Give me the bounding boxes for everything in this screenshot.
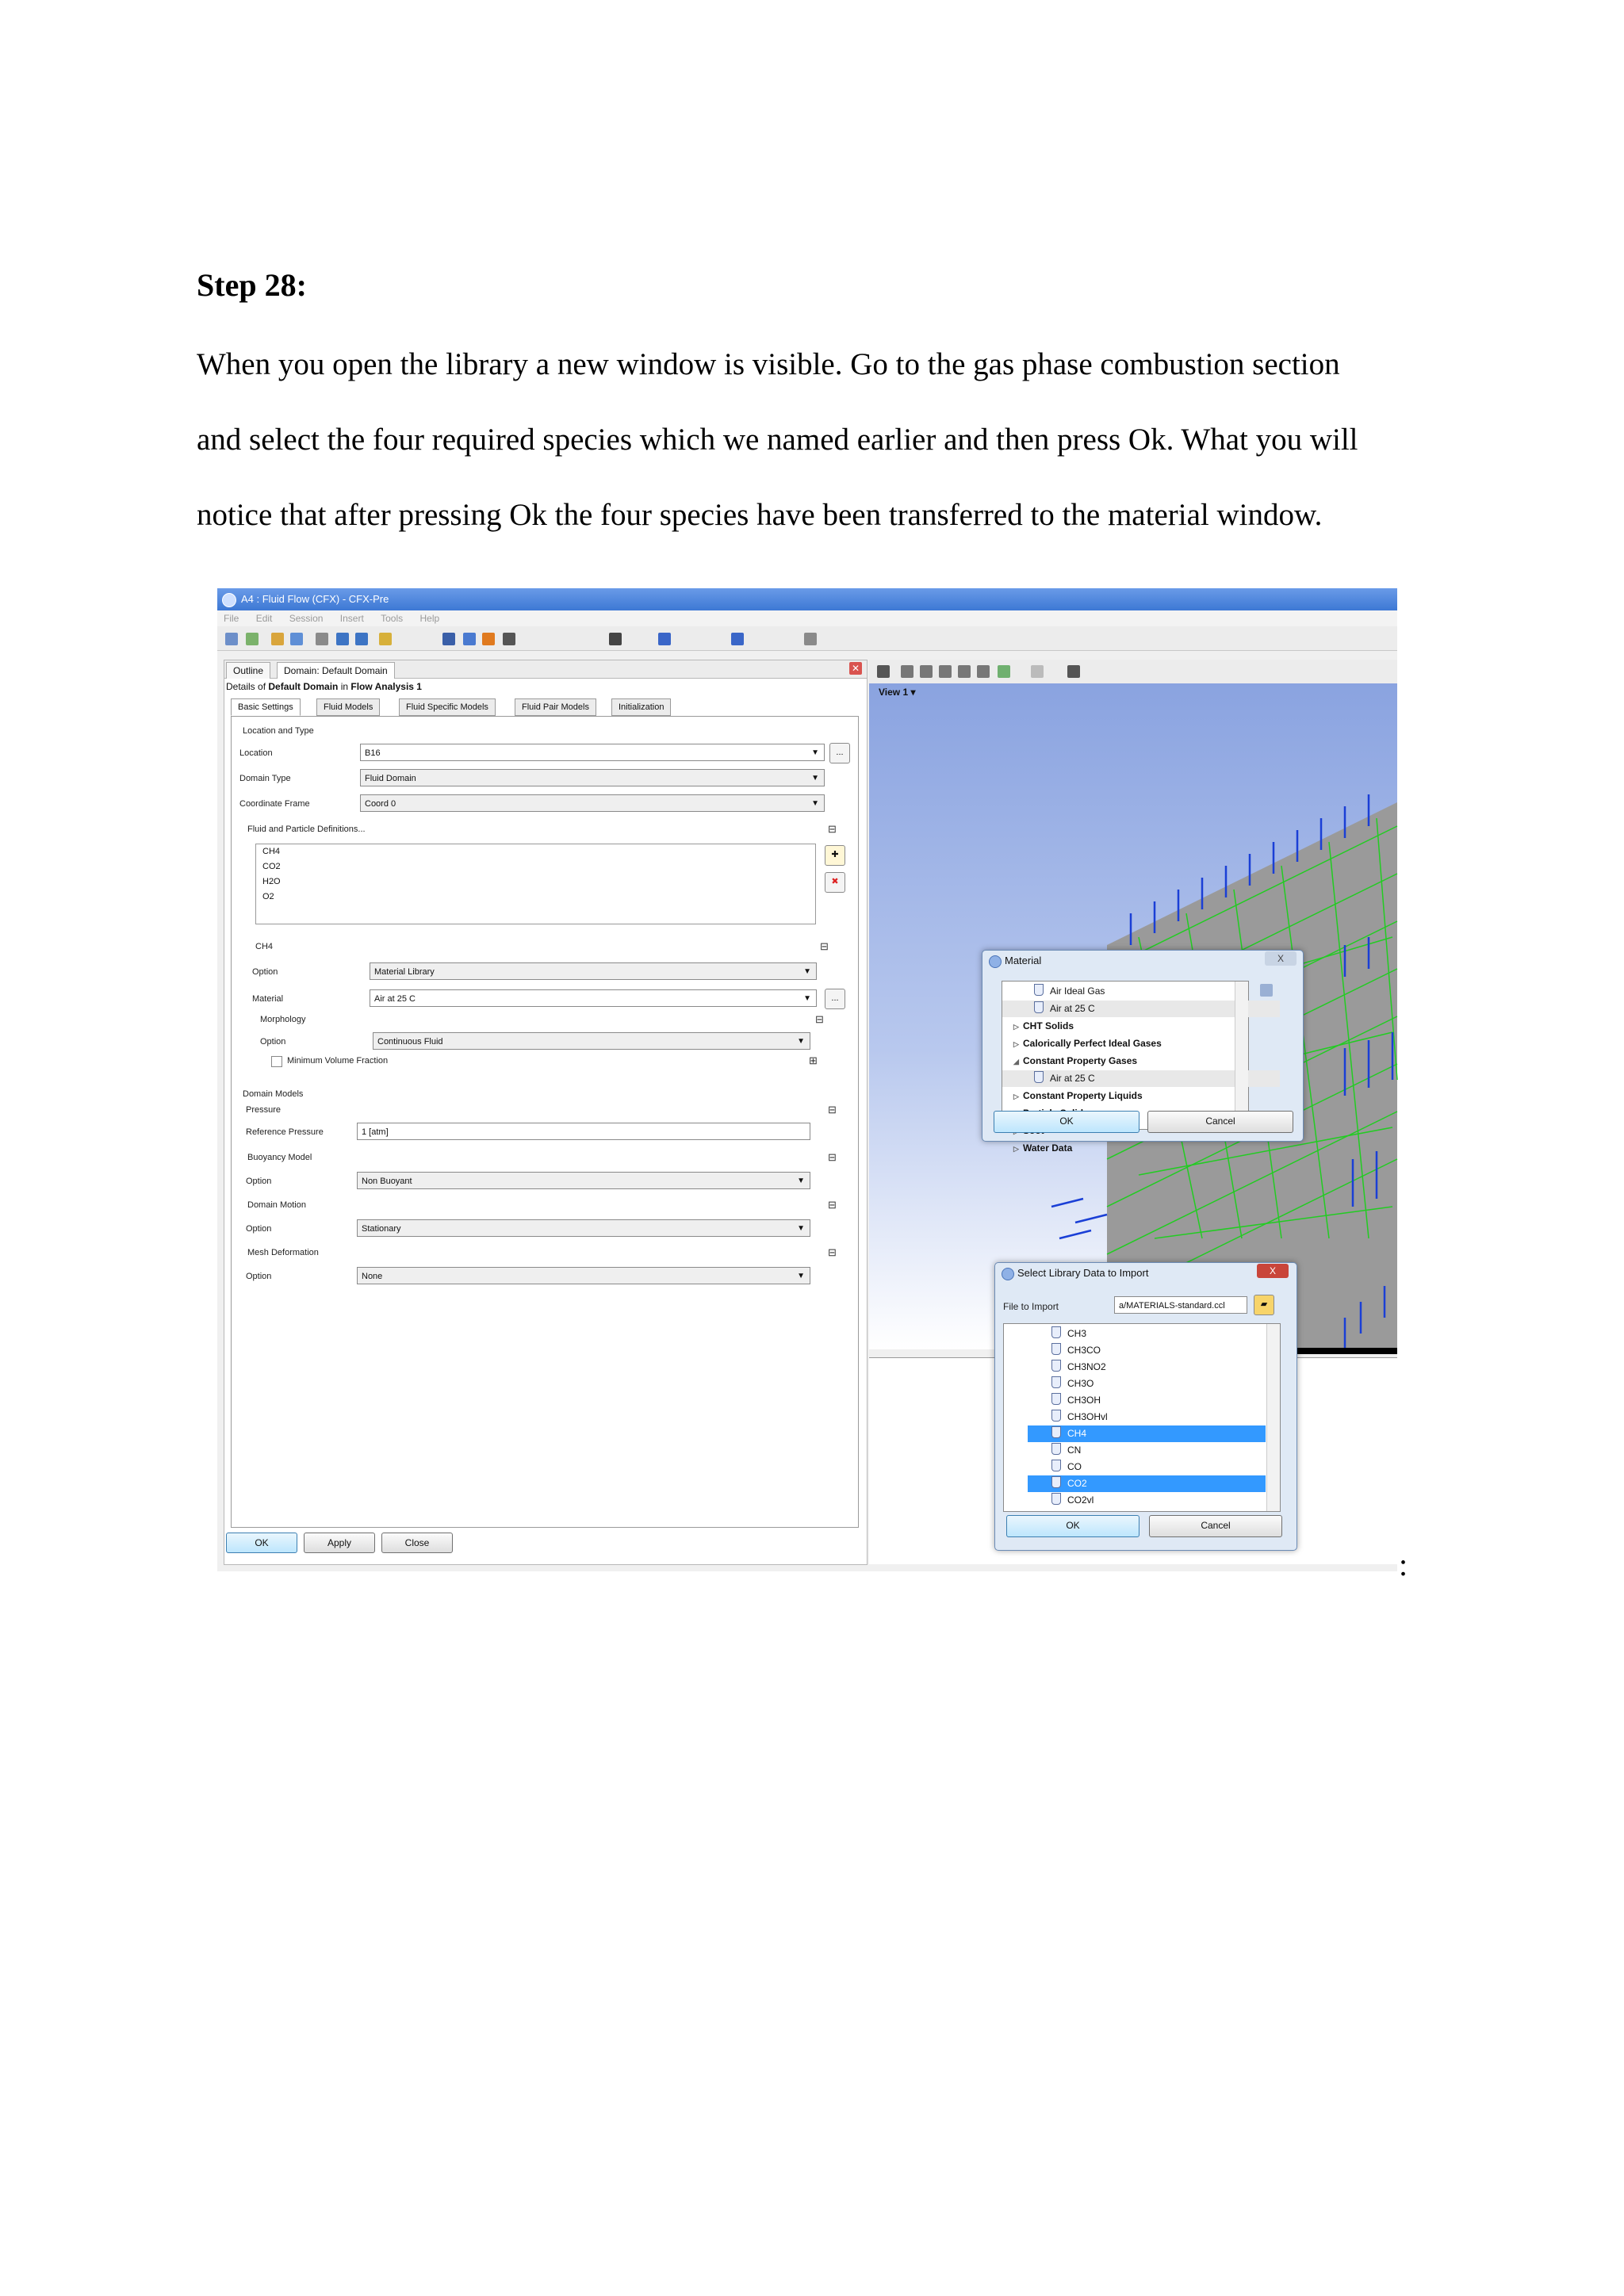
tree-item-label: CH3CO [1067,1345,1101,1356]
pan-icon[interactable] [920,665,933,678]
coordinate-frame-label: Coordinate Frame [239,799,310,809]
ch4-option-select[interactable] [370,962,817,980]
material-tree-item[interactable] [1002,1018,1259,1035]
flask-icon [1051,1493,1061,1505]
tree-item-label: CH3OH [1067,1395,1101,1406]
collapse-icon[interactable]: ⊟ [815,1013,824,1025]
tab-fluid-specific-models[interactable]: Fluid Specific Models [399,698,496,716]
domain-type-select[interactable] [360,769,825,786]
details-in: in [338,681,351,692]
zoom-in-icon[interactable] [958,665,971,678]
collapse-icon[interactable]: ⊟ [828,1199,837,1211]
report-icon[interactable] [316,633,328,645]
import-dialog [994,1262,1297,1551]
delete-fluid-icon[interactable]: ✖ [825,872,845,893]
chevron-down-icon: ▼ [797,1272,805,1280]
material-dialog-icon [989,955,1002,968]
fluid-definitions-group: Fluid and Particle Definitions... [247,825,366,834]
paragraph-line: and select the four required species which we named earlier and then press Ok. What you will [197,423,1358,457]
zoom-icon[interactable] [939,665,952,678]
chevron-down-icon: ▼ [797,1224,805,1233]
rotate-icon[interactable] [901,665,914,678]
tree-item-label: Constant Property Liquids [1023,1090,1143,1101]
material-label: Material [252,994,284,1004]
tree-item-label: Air at 25 C [1050,1073,1095,1084]
trailing-colon: : [1399,1547,1408,1582]
tree-item-label: CH4 [1067,1428,1087,1439]
step-heading: Step 28: [197,267,307,303]
collapse-icon[interactable]: ⊟ [828,1104,837,1115]
subdomain-icon[interactable] [731,633,744,645]
fluid-list[interactable] [255,844,816,924]
ch4-option-value: Material Library [374,967,435,977]
reference-pressure-input[interactable] [357,1123,810,1140]
pressure-group: Pressure [246,1105,282,1115]
morphology-option-select[interactable] [373,1032,810,1050]
instruction-paragraph [197,327,1434,553]
zoom-box-icon[interactable] [977,665,990,678]
coordinate-frame-value: Coord 0 [365,799,396,809]
details-panel [224,660,868,1565]
collapsed-arrow-icon[interactable]: ▷ [1013,1145,1019,1153]
reaction-icon[interactable] [482,633,495,645]
collapsed-arrow-icon[interactable]: ▷ [1013,1023,1019,1031]
menu-bar [217,610,1397,626]
buoyancy-value: Non Buoyant [362,1177,412,1186]
edit-icon[interactable] [379,633,392,645]
copy-icon[interactable] [804,633,817,645]
import-cancel-button[interactable]: Cancel [1149,1515,1282,1537]
close-icon[interactable]: X [1265,951,1297,966]
library-tree-item[interactable] [1028,1409,1266,1425]
material-tree[interactable] [1002,981,1249,1154]
reference-pressure-value: 1 [atm] [362,1127,389,1137]
close-button[interactable]: Close [381,1533,453,1553]
file-to-import-input[interactable] [1114,1296,1247,1314]
library-tree-item[interactable] [1028,1492,1266,1509]
mesh-deformation-group: Mesh Deformation [247,1248,319,1257]
location-label: Location [239,748,273,758]
material-browse-button[interactable]: ... [825,989,845,1009]
list-item[interactable]: CH4 [262,847,281,856]
menu-file[interactable]: File [224,613,239,624]
collapse-icon[interactable]: ⊟ [828,1151,837,1163]
mesh-option-label: Option [246,1272,272,1281]
material-tree-item[interactable] [1002,1140,1259,1157]
scrollbar[interactable] [1235,982,1248,1129]
tree-item-label: Calorically Perfect Ideal Gases [1023,1038,1162,1049]
expand-icon[interactable]: ⊞ [809,1054,818,1066]
list-item[interactable]: CO2 [262,862,281,871]
ok-button[interactable]: OK [226,1533,297,1553]
clock-icon[interactable] [609,633,622,645]
domain-motion-value: Stationary [362,1224,401,1234]
tree-item-label: CN [1067,1445,1082,1456]
buoyancy-model-group: Buoyancy Model [247,1153,312,1162]
import-dialog-title: Select Library Data to Import [1017,1267,1149,1279]
material-tree-item[interactable] [1002,1088,1259,1104]
chevron-down-icon: ▼ [797,1177,805,1185]
location-and-type-group: Location and Type [243,726,314,736]
tree-item-label: CH3 [1067,1328,1087,1339]
min-volume-fraction-label: Minimum Volume Fraction [287,1056,389,1066]
flask-icon [1051,1476,1061,1488]
refresh-icon[interactable] [246,633,259,645]
option-label: Option [252,967,278,977]
flask-icon [1051,1326,1061,1338]
library-tree-item[interactable] [1028,1475,1266,1492]
collapse-icon[interactable]: ⊟ [828,1246,837,1258]
tree-item-label: Constant Property Gases [1023,1055,1138,1066]
tab-default-domain[interactable]: Domain: Default Domain [277,662,395,679]
tree-item-label: Air at 25 C [1050,1003,1095,1014]
basic-settings-form [231,716,859,1528]
library-tree-item[interactable] [1028,1442,1266,1459]
save-icon[interactable] [225,633,238,645]
tab-basic-settings[interactable]: Basic Settings [231,698,301,716]
details-heading [226,681,422,692]
library-tree-item[interactable] [1028,1425,1266,1442]
tab-fluid-pair-models[interactable]: Fluid Pair Models [515,698,596,716]
buoyancy-option-select[interactable] [357,1172,810,1189]
add-fluid-icon[interactable]: ✚ [825,845,845,866]
flask-icon [1051,1393,1061,1405]
collapsed-arrow-icon[interactable]: ▷ [1013,1093,1019,1100]
flask-icon [1051,1410,1061,1422]
panel-tabs [224,660,867,679]
morph-option-value: Continuous Fluid [377,1037,443,1047]
collapse-icon[interactable]: ⊟ [820,940,829,952]
app-icon [222,593,236,607]
chevron-down-icon: ▼ [797,1037,805,1046]
expanded-arrow-icon[interactable]: ◢ [1013,1058,1019,1066]
details-analysis: Flow Analysis 1 [350,681,422,692]
material-tree-item[interactable] [1002,1053,1259,1070]
domain-models-group: Domain Models [243,1089,304,1099]
close-icon[interactable]: ✕ [849,662,862,675]
mesh-deformation-value: None [362,1272,383,1281]
morphology-group: Morphology [260,1015,306,1024]
viewer-toolbar [869,660,1397,683]
menu-tools[interactable]: Tools [381,613,404,624]
mesh-icon[interactable] [290,633,303,645]
list-item[interactable]: O2 [262,892,274,901]
domain-motion-select[interactable] [357,1219,810,1237]
window-title: A4 : Fluid Flow (CFX) - CFX-Pre [241,593,389,605]
location-browse-button[interactable]: ... [829,743,850,763]
material-cancel-button[interactable]: Cancel [1147,1111,1293,1133]
material-icon[interactable] [463,633,476,645]
flask-icon [1051,1360,1061,1372]
tab-outline[interactable]: Outline [226,662,270,679]
location-select[interactable] [360,744,825,761]
reference-pressure-label: Reference Pressure [246,1127,324,1137]
coordinate-frame-select[interactable] [360,794,825,812]
cfx-pre-screenshot [217,588,1397,1571]
flask-icon [1051,1426,1061,1438]
flask-icon [1034,1071,1044,1083]
select-icon[interactable] [877,665,890,678]
flask-icon [1051,1460,1061,1471]
motion-option-label: Option [246,1224,272,1234]
domain-motion-group: Domain Motion [247,1200,306,1210]
min-volume-fraction-checkbox[interactable] [271,1056,282,1067]
flask-icon [1051,1343,1061,1355]
tree-item-label: CH3NO2 [1067,1361,1106,1372]
file-to-import-label: File to Import [1003,1301,1059,1312]
scrollbar[interactable] [1266,1324,1280,1511]
flask-icon [1034,1001,1044,1013]
file-to-import-value: a/MATERIALS-standard.ccl [1119,1301,1225,1311]
details-domain: Default Domain [268,681,339,692]
viewport-icon[interactable] [1031,665,1044,678]
boundary-icon[interactable] [658,633,671,645]
chevron-down-icon: ▼ [811,799,819,808]
ch4-section: CH4 [255,942,274,951]
material-tree-item[interactable] [1002,1035,1259,1052]
tree-item-label: CO2 [1067,1478,1087,1489]
library-tree[interactable] [1003,1323,1281,1512]
tree-item-label: CHT Solids [1023,1020,1074,1031]
menu-session[interactable]: Session [289,613,324,624]
close-icon[interactable]: X [1257,1264,1289,1278]
menu-edit[interactable]: Edit [255,613,273,624]
tree-item-label: Air Ideal Gas [1050,985,1105,997]
library-tree-item[interactable] [1028,1359,1266,1376]
domain-type-label: Domain Type [239,774,291,783]
library-tree-item[interactable] [1028,1459,1266,1475]
collapse-icon[interactable]: ⊟ [828,823,837,835]
undo-icon[interactable] [336,633,349,645]
details-prefix: Details of [226,681,269,692]
buoyancy-option-label: Option [246,1177,272,1186]
tree-item-label: CH3OHvl [1067,1411,1108,1422]
paragraph-line: notice that after pressing Ok the four species have been transferred to the material window. [197,498,1323,532]
paragraph-line: When you open the library a new window is visible. Go to the gas phase combustion section [197,347,1340,381]
tree-item-label: CO2vl [1067,1494,1094,1506]
domain-icon[interactable] [442,633,455,645]
menu-help[interactable]: Help [419,613,440,624]
material-dialog-title: Material [1005,955,1042,966]
chevron-down-icon: ▼ [803,967,811,976]
window-titlebar [217,588,1397,610]
domain-type-value: Fluid Domain [365,774,416,783]
flask-icon [1051,1376,1061,1388]
redo-icon[interactable] [355,633,368,645]
import-dialog-icon [1002,1268,1014,1280]
material-value: Air at 25 C [374,994,416,1004]
axis-icon[interactable] [1067,665,1080,678]
menu-insert[interactable]: Insert [339,613,364,624]
apply-button[interactable]: Apply [304,1533,375,1553]
flask-icon [1051,1443,1061,1455]
material-ok-button[interactable]: OK [994,1111,1139,1133]
material-dialog [982,950,1304,1154]
library-tree-item[interactable] [1028,1342,1266,1359]
collapsed-arrow-icon[interactable]: ▷ [1013,1040,1019,1048]
import-mesh-icon[interactable] [271,633,284,645]
expression-icon[interactable] [503,633,515,645]
chevron-down-icon: ▼ [803,994,811,1003]
import-ok-button[interactable]: OK [1006,1515,1139,1537]
material-select[interactable] [370,989,817,1007]
mesh-deformation-select[interactable] [357,1267,810,1284]
folder-icon[interactable]: ▰ [1254,1295,1274,1315]
tree-item-label: Water Data [1023,1142,1073,1154]
library-tree-item[interactable] [1028,1326,1266,1342]
fit-view-icon[interactable] [998,665,1010,678]
tab-initialization[interactable]: Initialization [611,698,671,716]
list-item[interactable]: H2O [262,877,281,886]
main-toolbar [217,626,1397,651]
location-value: B16 [365,748,381,758]
import-library-icon[interactable] [1260,984,1273,997]
flask-icon [1034,984,1044,996]
library-tree-item[interactable] [1028,1392,1266,1409]
tab-fluid-models[interactable]: Fluid Models [316,698,380,716]
chevron-down-icon: ▼ [811,748,819,757]
view-selector[interactable]: View 1 ▾ [879,687,916,698]
tree-item-label: CO [1067,1461,1082,1472]
chevron-down-icon: ▼ [811,774,819,783]
tree-item-label: CH3O [1067,1378,1094,1389]
library-tree-item[interactable] [1028,1376,1266,1392]
morph-option-label: Option [260,1037,286,1047]
